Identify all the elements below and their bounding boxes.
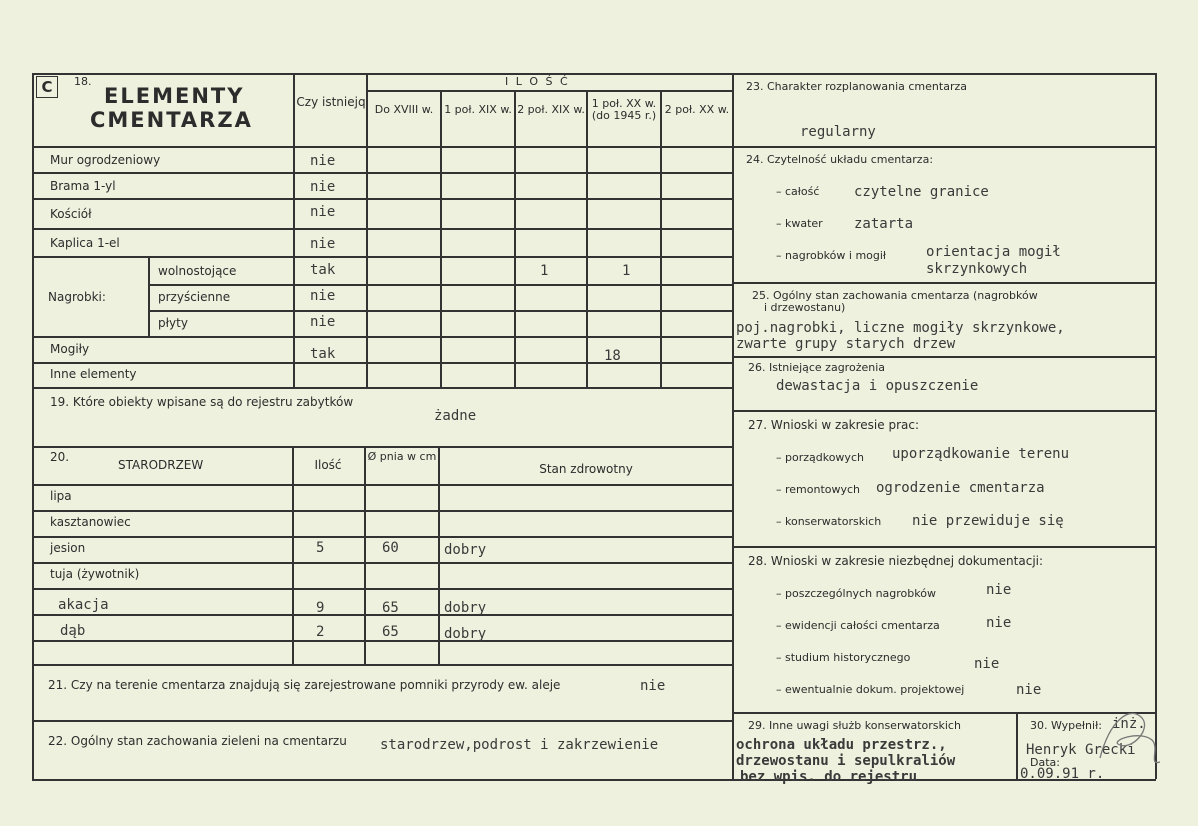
q29-line-3: bez wpis. do rejestru — [740, 769, 918, 785]
exists-value: nie — [310, 204, 336, 220]
row-line — [32, 256, 732, 258]
row-line — [148, 284, 732, 286]
section-title-line2: CMENTARZA — [90, 108, 253, 132]
row-line — [32, 510, 732, 512]
q24-item-label: – kwater — [776, 217, 823, 230]
period-1: Do XVIII w. — [374, 103, 434, 116]
q28-item-answer: nie — [974, 656, 1000, 672]
frame-top — [32, 73, 1156, 75]
row-label: wolnostojące — [158, 264, 237, 278]
q24-item-answer: orientacja mogił — [926, 244, 1061, 260]
q25-answer-1: poj.nagrobki, liczne mogiły skrzynkowe, — [736, 320, 1065, 336]
q26-label: 26. Istniejące zagrożenia — [748, 361, 886, 374]
row-label: przyścienne — [158, 290, 231, 304]
tree-name: kasztanowiec — [50, 515, 131, 529]
q20-title: STARODRZEW — [118, 458, 204, 472]
row-line — [32, 336, 732, 338]
nagrobki-divider — [148, 256, 150, 336]
frame-right — [1155, 73, 1157, 779]
q29-label: 29. Inne uwagi służb konserwatorskich — [748, 719, 961, 732]
q24-item-answer: zatarta — [854, 216, 914, 232]
row-label: Brama 1-yl — [50, 179, 116, 193]
row-line — [32, 562, 732, 564]
col-line-5 — [660, 90, 662, 387]
row-line — [32, 387, 732, 389]
q25-label: 25. Ogólny stan zachowania cmentarza (nagrobków — [752, 289, 1038, 302]
q20-bottom — [32, 664, 732, 666]
q30-label: 30. Wypełnił: — [1030, 719, 1102, 732]
q21-bottom — [32, 720, 732, 722]
q23-bottom — [732, 146, 1156, 148]
q20-col-line — [292, 446, 294, 664]
q28-item-label: – ewentualnie dokum. projektowej — [776, 683, 965, 696]
q19-label: 19. Które obiekty wpisane są do rejestru zabytków — [50, 395, 354, 409]
frame-bottom — [32, 779, 1156, 781]
tree-diam: 65 — [382, 624, 399, 640]
q27-label: 27. Wnioski w zakresie prac: — [748, 418, 920, 432]
exists-value: nie — [310, 314, 336, 330]
q20-col-line — [364, 446, 366, 664]
tree-name: jesion — [50, 541, 86, 555]
row-line — [32, 640, 732, 642]
row-label: Kaplica 1-el — [50, 236, 120, 250]
tree-qty: 9 — [316, 600, 325, 616]
tree-name: tuja (żywotnik) — [50, 567, 140, 581]
col-line-1 — [366, 73, 368, 387]
q26-answer: dewastacja i opuszczenie — [776, 378, 979, 394]
q21-answer: nie — [640, 678, 666, 694]
exists-value: nie — [310, 288, 336, 304]
col-pnia-header: Ø pnia w cm — [367, 450, 437, 463]
tree-state: dobry — [444, 626, 487, 642]
row-line — [32, 172, 732, 174]
q28-item-answer: nie — [986, 615, 1012, 631]
q23-label: 23. Charakter rozplanowania cmentarza — [746, 80, 967, 93]
tree-state: dobry — [444, 600, 487, 616]
col-line-4 — [586, 90, 588, 387]
exists-value: tak — [310, 346, 336, 362]
q19-answer: żadne — [434, 408, 477, 424]
q27-item-label: – konserwatorskich — [776, 515, 882, 528]
col-ilosc-header: Ilość — [314, 458, 342, 472]
q20-number: 20. — [50, 450, 70, 464]
exists-value: nie — [310, 236, 336, 252]
q25-bottom — [732, 356, 1156, 358]
center-divider — [732, 73, 734, 779]
q26-bottom — [732, 410, 1156, 412]
q27-item-label: – remontowych — [776, 483, 861, 496]
tree-qty: 2 — [316, 624, 325, 640]
count-value: 1 — [622, 263, 631, 279]
row-label: Inne elementy — [50, 367, 137, 381]
q23-answer: regularny — [800, 124, 876, 140]
period-2: 1 poł. XIX w. — [444, 103, 512, 116]
nagrobki-label: Nagrobki: — [48, 290, 106, 304]
ilosc-underline — [366, 90, 732, 92]
q19-bottom — [32, 446, 732, 448]
q24-item-label: – nagrobków i mogił — [776, 249, 887, 262]
q20-header-bottom — [32, 484, 732, 486]
tree-state: dobry — [444, 542, 487, 558]
q24-label: 24. Czytelność układu cmentarza: — [746, 153, 934, 166]
q28-item-answer: nie — [1016, 682, 1042, 698]
q30-name: Henryk Grecki — [1026, 742, 1136, 758]
tree-diam: 65 — [382, 600, 399, 616]
row-label: Mogiły — [50, 342, 90, 356]
q30-title: inż. — [1112, 716, 1146, 732]
section-title-line1: ELEMENTY — [104, 84, 245, 108]
q27-item-label: – porządkowych — [776, 451, 864, 464]
row-line — [32, 228, 732, 230]
col-exists-header: Czy istniejq — [296, 95, 366, 109]
col-line-3 — [514, 90, 516, 387]
q30-date-label: Data: — [1030, 756, 1060, 769]
count-value: 18 — [604, 348, 621, 364]
q21-label: 21. Czy na terenie cmentarza znajdują się zarejestrowane pomniki przyrody ew. aleje — [48, 678, 561, 692]
q27-item-answer: uporządkowanie terenu — [892, 446, 1070, 462]
period-5: 2 poł. XX w. — [664, 103, 730, 116]
exists-value: tak — [310, 262, 336, 278]
frame-left — [32, 73, 34, 779]
q22-label: 22. Ogólny stan zachowania zieleni na cmentarzu — [48, 734, 347, 748]
q20-col-line — [438, 446, 440, 664]
tree-name: lipa — [50, 489, 72, 503]
signature-graphic — [1090, 700, 1170, 780]
q28-label: 28. Wnioski w zakresie niezbędnej dokumentacji: — [748, 554, 1044, 568]
row-line — [32, 536, 732, 538]
tree-qty: 5 — [316, 540, 325, 556]
row-line — [32, 588, 732, 590]
q29-q30-divider — [1016, 712, 1018, 779]
q27-bottom — [732, 546, 1156, 548]
row-label: Kościół — [50, 207, 92, 221]
period-4: 1 poł. XX w. (do 1945 r.) — [591, 97, 657, 122]
tree-name: akacja — [58, 597, 109, 613]
count-value: 1 — [540, 263, 549, 279]
q29-line-1: ochrona układu przestrz., — [736, 737, 947, 753]
header-bottom — [32, 146, 732, 148]
q25-label-2: i drzewostanu) — [764, 301, 846, 314]
tree-diam: 60 — [382, 540, 399, 556]
section-letter: C — [36, 76, 58, 98]
row-line — [32, 198, 732, 200]
q24-item-answer-2: skrzynkowych — [926, 261, 1028, 277]
q27-item-answer: ogrodzenie cmentarza — [876, 480, 1045, 496]
row-label: Mur ogrodzeniowy — [50, 153, 161, 167]
tree-name: dąb — [60, 623, 86, 639]
q24-bottom — [732, 282, 1156, 284]
section-number: 18. — [74, 75, 92, 88]
row-line — [32, 362, 732, 364]
exists-value: nie — [310, 179, 336, 195]
ilosc-header: I L O Ś Ć — [505, 75, 570, 88]
q30-date: 0.09.91 r. — [1020, 766, 1105, 782]
q22-answer: starodrzew,podrost i zakrzewienie — [380, 737, 659, 753]
q28-item-label: – ewidencji całości cmentarza — [776, 619, 940, 632]
q24-item-label: – całość — [776, 185, 820, 198]
col-line-exists — [293, 73, 295, 387]
row-line — [148, 310, 732, 312]
row-label: płyty — [158, 316, 188, 330]
q25-answer-2: zwarte grupy starych drzew — [736, 336, 956, 352]
q27-item-answer: nie przewiduje się — [912, 513, 1064, 529]
col-stan-header: Stan zdrowotny — [539, 462, 633, 476]
q28-item-label: – studium historycznego — [776, 651, 911, 664]
period-3: 2 poł. XIX w. — [517, 103, 585, 116]
q28-item-label: – poszczególnych nagrobków — [776, 587, 936, 600]
q28-item-answer: nie — [986, 582, 1012, 598]
q24-item-answer: czytelne granice — [854, 184, 989, 200]
q29-line-2: drzewostanu i sepulkraliów — [736, 753, 956, 769]
exists-value: nie — [310, 153, 336, 169]
col-line-2 — [440, 90, 442, 387]
